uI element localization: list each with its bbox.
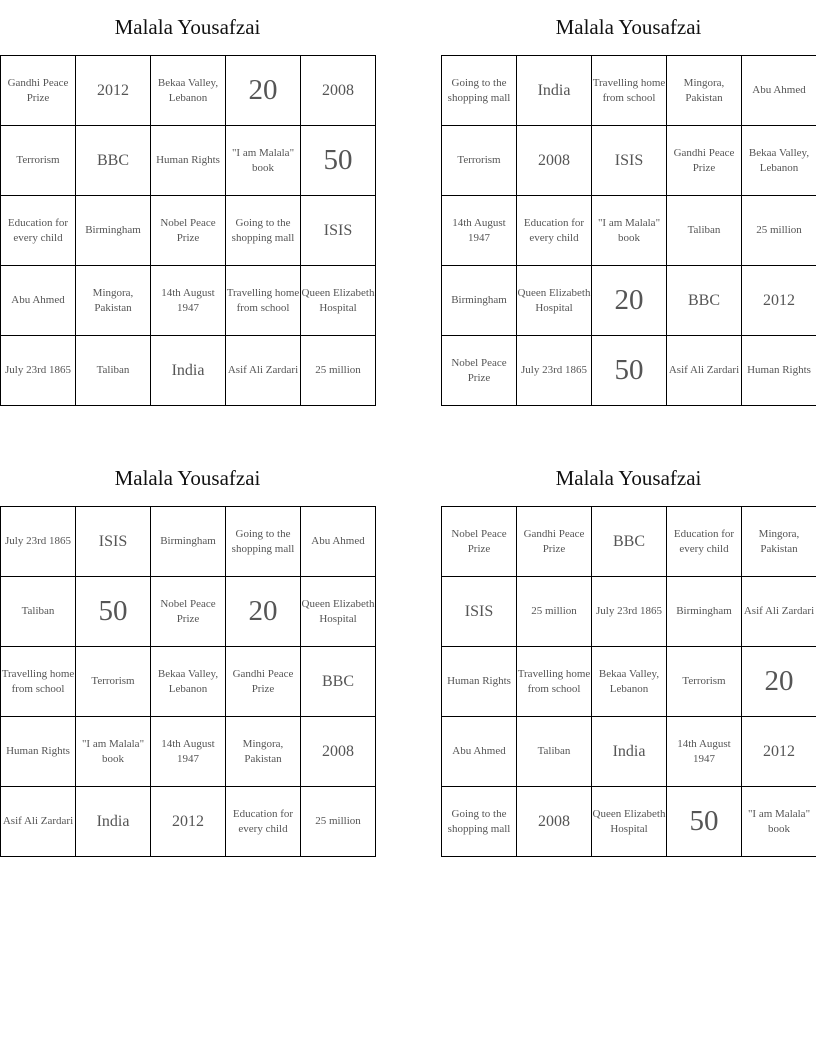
bingo-row (442, 787, 816, 857)
bingo-cell: Mingora, Pakistan (76, 266, 151, 336)
bingo-cell: "I am Malala" book (76, 717, 151, 787)
bingo-cell: 2008 (301, 717, 376, 787)
bingo-cell: Terrorism (76, 647, 151, 717)
bingo-cell: 25 million (301, 787, 376, 857)
bingo-row (442, 126, 816, 196)
bingo-cell: 20 (592, 266, 667, 336)
bingo-cell: 25 million (517, 577, 592, 647)
bingo-cell: "I am Malala" book (226, 126, 301, 196)
bingo-cell: 25 million (742, 196, 816, 266)
bingo-cell: Birmingham (442, 266, 517, 336)
bingo-row (1, 56, 376, 126)
bingo-cell: 2008 (301, 56, 376, 126)
bingo-cell: Travelling home from school (1, 647, 76, 717)
bingo-cell: Nobel Peace Prize (151, 196, 226, 266)
bingo-row (442, 647, 816, 717)
bingo-cell: Asif Ali Zardari (226, 336, 301, 406)
bingo-row (1, 717, 376, 787)
bingo-cell: 50 (592, 336, 667, 406)
bingo-cell: BBC (667, 266, 742, 336)
bingo-cell: 14th August 1947 (151, 717, 226, 787)
bingo-cell: 20 (226, 577, 301, 647)
bingo-cell: India (517, 56, 592, 126)
bingo-cell: Human Rights (742, 336, 816, 406)
bingo-cell: Queen Elizabeth Hospital (592, 787, 667, 857)
bingo-row (1, 196, 376, 266)
bingo-cell: Education for every child (226, 787, 301, 857)
bingo-cell: Going to the shopping mall (442, 787, 517, 857)
card-title: Malala Yousafzai (114, 15, 261, 39)
bingo-row (442, 717, 816, 787)
bingo-cell: Human Rights (1, 717, 76, 787)
bingo-grid (0, 55, 376, 406)
bingo-cell: 14th August 1947 (442, 196, 517, 266)
bingo-cell: Terrorism (667, 647, 742, 717)
bingo-cell: 20 (742, 647, 816, 717)
bingo-cell: BBC (301, 647, 376, 717)
bingo-cell: Gandhi Peace Prize (1, 56, 76, 126)
bingo-cell: 50 (301, 126, 376, 196)
bingo-row (1, 577, 376, 647)
bingo-cell: 50 (76, 577, 151, 647)
bingo-cell: Gandhi Peace Prize (667, 126, 742, 196)
bingo-cell: Queen Elizabeth Hospital (301, 577, 376, 647)
bingo-cell: Human Rights (151, 126, 226, 196)
bingo-row (442, 336, 816, 406)
bingo-cell: Birmingham (151, 507, 226, 577)
bingo-cell: Queen Elizabeth Hospital (517, 266, 592, 336)
bingo-cell: Education for every child (1, 196, 76, 266)
bingo-cell: Mingora, Pakistan (742, 507, 816, 577)
bingo-cell: 2012 (76, 56, 151, 126)
bingo-cell: Travelling home from school (592, 56, 667, 126)
bingo-cell: Taliban (76, 336, 151, 406)
bingo-cell: Birmingham (667, 577, 742, 647)
bingo-cell: Nobel Peace Prize (442, 336, 517, 406)
bingo-row (1, 787, 376, 857)
bingo-cell: Human Rights (442, 647, 517, 717)
bingo-grid (0, 506, 376, 857)
bingo-grid (441, 506, 816, 857)
card-title: Malala Yousafzai (555, 466, 702, 490)
bingo-cell: July 23rd 1865 (517, 336, 592, 406)
bingo-cell: India (592, 717, 667, 787)
bingo-cell: 2012 (742, 717, 816, 787)
bingo-cell: Going to the shopping mall (226, 507, 301, 577)
bingo-cell: BBC (592, 507, 667, 577)
bingo-row (442, 577, 816, 647)
bingo-cell: Queen Elizabeth Hospital (301, 266, 376, 336)
bingo-cell: Gandhi Peace Prize (226, 647, 301, 717)
bingo-cell: Nobel Peace Prize (442, 507, 517, 577)
bingo-cell: Taliban (517, 717, 592, 787)
bingo-cell: Abu Ahmed (442, 717, 517, 787)
bingo-cell: July 23rd 1865 (592, 577, 667, 647)
bingo-cell: Mingora, Pakistan (667, 56, 742, 126)
card-title: Malala Yousafzai (555, 15, 702, 39)
bingo-cell: Asif Ali Zardari (667, 336, 742, 406)
bingo-cell: "I am Malala" book (742, 787, 816, 857)
bingo-cell: Bekaa Valley, Lebanon (151, 56, 226, 126)
card-title: Malala Yousafzai (114, 466, 261, 490)
bingo-cell: Bekaa Valley, Lebanon (742, 126, 816, 196)
bingo-cell: 2008 (517, 787, 592, 857)
bingo-cell: BBC (76, 126, 151, 196)
bingo-cell: Education for every child (517, 196, 592, 266)
bingo-row (1, 266, 376, 336)
bingo-cell: ISIS (592, 126, 667, 196)
bingo-cell: Terrorism (1, 126, 76, 196)
bingo-cell: ISIS (442, 577, 517, 647)
bingo-cell: ISIS (301, 196, 376, 266)
bingo-cell: Bekaa Valley, Lebanon (592, 647, 667, 717)
bingo-cell: 2008 (517, 126, 592, 196)
bingo-cell: Terrorism (442, 126, 517, 196)
bingo-cell: Mingora, Pakistan (226, 717, 301, 787)
bingo-row (442, 507, 816, 577)
bingo-cell: Gandhi Peace Prize (517, 507, 592, 577)
bingo-cell: 2012 (151, 787, 226, 857)
bingo-cell: 14th August 1947 (151, 266, 226, 336)
bingo-cell: Abu Ahmed (301, 507, 376, 577)
bingo-cell: Abu Ahmed (742, 56, 816, 126)
bingo-row (1, 507, 376, 577)
bingo-cell: Travelling home from school (226, 266, 301, 336)
bingo-row (442, 196, 816, 266)
bingo-cell: Abu Ahmed (1, 266, 76, 336)
bingo-cell: 50 (667, 787, 742, 857)
bingo-grid (441, 55, 816, 406)
bingo-cell: Birmingham (76, 196, 151, 266)
bingo-cell: 20 (226, 56, 301, 126)
bingo-cell: Asif Ali Zardari (1, 787, 76, 857)
bingo-cell: Taliban (1, 577, 76, 647)
bingo-cell: Asif Ali Zardari (742, 577, 816, 647)
bingo-cell: Going to the shopping mall (442, 56, 517, 126)
bingo-row (1, 647, 376, 717)
bingo-cell: 25 million (301, 336, 376, 406)
bingo-cell: Nobel Peace Prize (151, 577, 226, 647)
bingo-cell: July 23rd 1865 (1, 336, 76, 406)
bingo-row (1, 126, 376, 196)
bingo-cell: "I am Malala" book (592, 196, 667, 266)
bingo-cell: July 23rd 1865 (1, 507, 76, 577)
bingo-row (442, 266, 816, 336)
bingo-cell: Bekaa Valley, Lebanon (151, 647, 226, 717)
bingo-cell: Going to the shopping mall (226, 196, 301, 266)
bingo-row (1, 336, 376, 406)
bingo-cell: 14th August 1947 (667, 717, 742, 787)
bingo-row (442, 56, 816, 126)
bingo-cell: India (76, 787, 151, 857)
bingo-cell: ISIS (76, 507, 151, 577)
bingo-cell: Education for every child (667, 507, 742, 577)
bingo-cell: Travelling home from school (517, 647, 592, 717)
bingo-cell: 2012 (742, 266, 816, 336)
bingo-cell: Taliban (667, 196, 742, 266)
bingo-cell: India (151, 336, 226, 406)
